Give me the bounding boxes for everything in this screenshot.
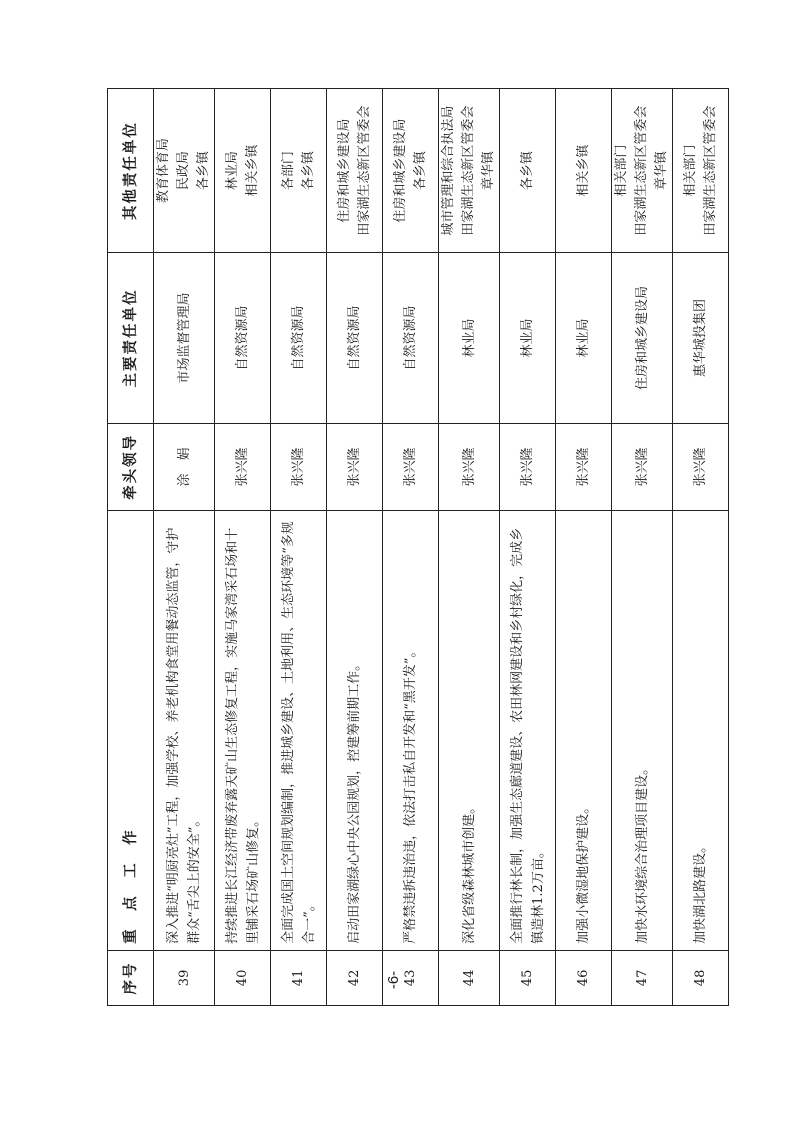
page-number: -6-: [385, 970, 402, 990]
other-unit-line: 章华镇: [654, 151, 669, 191]
other-unit-line: 城市管理和综合执法局: [441, 105, 456, 236]
row-main-unit: 自然资源局: [383, 253, 439, 424]
other-unit-line: 各部门: [280, 151, 296, 191]
row-task: 加快水环境综合治理项目建设。: [612, 510, 673, 950]
row-task: 持续推进长江经济带废弃露天矿山生态修复工程，实施马家湾采石场和十里铺采石场矿山修复。: [215, 510, 271, 950]
other-unit-line: 各乡镇: [519, 151, 535, 191]
table-row: [439, 89, 500, 1006]
other-unit-line: 民政局: [176, 151, 191, 191]
row-task: 全面完成国土空间规划编制，推进城乡建设、土地利用、生态环境等“多规合一”。: [271, 510, 327, 950]
rotated-page: [107, 88, 793, 995]
other-unit-line: 相关部门: [614, 144, 629, 197]
row-no: 46: [556, 950, 612, 1005]
row-lead: 张兴隆: [383, 423, 439, 510]
row-no: 48: [673, 950, 729, 1005]
row-task: 启动田家湖绿心中央公园规划，控建筹前期工作。: [327, 510, 383, 950]
header-no: 序号: [108, 950, 154, 1005]
row-other-unit: [556, 89, 612, 253]
other-unit-line: 相关乡镇: [575, 144, 591, 197]
other-unit-line: 章华镇: [481, 151, 496, 191]
row-main-unit: 自然资源局: [215, 253, 271, 424]
row-task: 深入推进“明厨亮灶”工程，加强学校、养老机构食堂用餐动态监管，守护群众“舌尖上的安全”。: [154, 510, 215, 950]
other-unit-line: 教育体育局: [156, 138, 171, 204]
header-other-unit: 其他责任单位: [108, 89, 154, 253]
other-unit-line: 各乡镇: [412, 151, 428, 191]
row-no: 41: [271, 950, 327, 1005]
row-main-unit: 林业局: [500, 253, 556, 424]
row-no: 47: [612, 950, 673, 1005]
row-other-unit: [215, 89, 271, 253]
row-lead: 张兴隆: [500, 423, 556, 510]
row-lead: 张兴隆: [271, 423, 327, 510]
row-main-unit: 林业局: [556, 253, 612, 424]
header-main-unit: 主要责任单位: [108, 253, 154, 424]
table-row: [556, 89, 612, 1006]
row-main-unit: 市场监督管理局: [154, 253, 215, 424]
row-other-unit: [439, 89, 500, 253]
row-main-unit: 自然资源局: [271, 253, 327, 424]
table-container: [107, 88, 718, 1006]
table-row: [500, 89, 556, 1006]
row-task: 加强小微湿地保护建设。: [556, 510, 612, 950]
row-lead: 张兴隆: [439, 423, 500, 510]
table-row: [612, 89, 673, 1006]
row-other-unit: [383, 89, 439, 253]
row-no: 45: [500, 950, 556, 1005]
row-lead: 张兴隆: [215, 423, 271, 510]
task-table: [107, 88, 729, 1006]
row-task: 深化省级森林城市创建。: [439, 510, 500, 950]
row-no: 40: [215, 950, 271, 1005]
other-unit-line: 相关部门: [682, 144, 698, 197]
row-other-unit: [327, 89, 383, 253]
row-main-unit: 惠华城投集团: [673, 253, 729, 424]
row-task: 加快湖北路建设。: [673, 510, 729, 950]
table-row: [673, 89, 729, 1006]
row-no: 42: [327, 950, 383, 1005]
other-unit-line: 住房和城乡建设局: [336, 118, 352, 223]
row-other-unit: [154, 89, 215, 253]
other-unit-line: 田家湖生态新区管委会: [634, 105, 649, 236]
row-other-unit: [612, 89, 673, 253]
row-other-unit: [271, 89, 327, 253]
row-main-unit: 住房和城乡建设局: [612, 253, 673, 424]
other-unit-line: 林业局: [224, 151, 240, 191]
table-header-row: [108, 89, 154, 1006]
row-main-unit: 自然资源局: [327, 253, 383, 424]
table-row: [327, 89, 383, 1006]
other-unit-line: 田家湖生态新区管委会: [356, 105, 372, 236]
row-main-unit: 林业局: [439, 253, 500, 424]
other-unit-line: 田家湖生态新区管委会: [702, 105, 718, 236]
row-task: 全面推行林长制，加强生态廊道建设、农田林网建设和乡村绿化，完成乡镇造林1.2万亩。: [500, 510, 556, 950]
table-row: [154, 89, 215, 1006]
row-no: 44: [439, 950, 500, 1005]
table-row: [271, 89, 327, 1006]
table-row: [215, 89, 271, 1006]
other-unit-line: 住房和城乡建设局: [392, 118, 408, 223]
other-unit-line: 田家湖生态新区管委会: [461, 105, 476, 236]
row-lead: 涂 娟: [154, 423, 215, 510]
table-row: [383, 89, 439, 1006]
other-unit-line: 相关乡镇: [244, 144, 260, 197]
row-no: 43: [383, 950, 439, 1005]
row-no: 39: [154, 950, 215, 1005]
header-lead: 牵头领导: [108, 423, 154, 510]
other-unit-line: 各乡镇: [196, 151, 211, 191]
row-task: 严格禁违拆违治违，依法打击私自开发和“黑开发”。: [383, 510, 439, 950]
row-lead: 张兴隆: [612, 423, 673, 510]
row-lead: 张兴隆: [673, 423, 729, 510]
row-other-unit: [500, 89, 556, 253]
header-task: 重 点 工 作: [108, 510, 154, 950]
other-unit-line: 各乡镇: [300, 151, 316, 191]
row-lead: 张兴隆: [556, 423, 612, 510]
row-other-unit: [673, 89, 729, 253]
row-lead: 张兴隆: [327, 423, 383, 510]
